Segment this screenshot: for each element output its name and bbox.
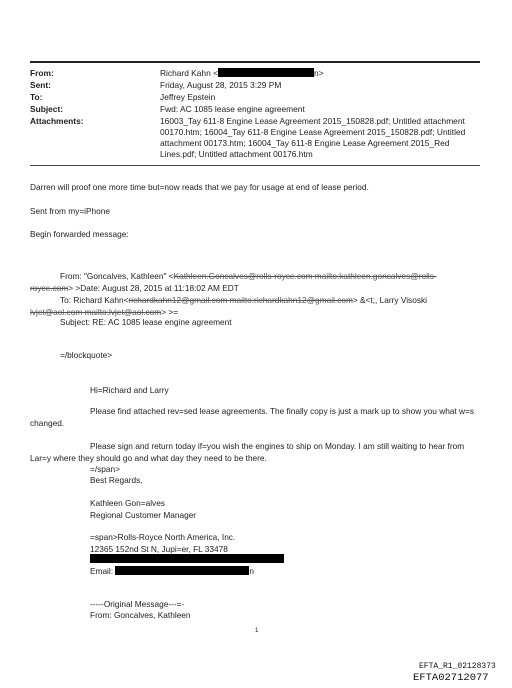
signature-name: Kathleen Gon=alves bbox=[90, 498, 165, 508]
fwd-line2-rest: > >Date: August 28, 2015 at 11:18:02 AM EDT bbox=[68, 283, 239, 293]
fwd-to-struck: richardkahn12@gmail.com mailto:richardkahn12@gmail.com bbox=[128, 295, 353, 305]
from-value bbox=[160, 68, 480, 79]
redaction-bar bbox=[115, 566, 249, 575]
fwd-date-line bbox=[30, 282, 239, 294]
signature-address: 12365 152nd St N, Jupi=er, FL 33478 bbox=[90, 544, 228, 554]
bates-number-large: EFTA02712077 bbox=[413, 672, 489, 684]
sent-label: Sent: bbox=[30, 80, 51, 90]
sent-value: Friday, August 28, 2015 3:29 PM bbox=[160, 80, 282, 90]
email-tail: n bbox=[249, 566, 254, 576]
from-tail: n> bbox=[313, 68, 324, 78]
fwd-from-line bbox=[60, 270, 437, 282]
subject-value: Fwd: AC 1085 lease engine agreement bbox=[160, 104, 305, 114]
original-message-from: From: Goncalves, Kathleen bbox=[90, 610, 191, 620]
redaction-bar bbox=[218, 68, 314, 77]
fwd-line4-struck: lvjet@aol.com mailto:lvjet@aol.com bbox=[30, 307, 162, 317]
signature-email-line bbox=[90, 565, 254, 577]
original-message-divider: -----Original Message---=- bbox=[90, 599, 185, 609]
regards: Best Regards, bbox=[90, 475, 143, 485]
attachments-label: Attachments: bbox=[30, 116, 84, 126]
para2-line-b: Lar=y where they should go and what day they need to be there. bbox=[30, 453, 267, 463]
fwd-subject-line: Subject: RE: AC 1085 lease engine agreement bbox=[60, 317, 232, 327]
para1-line-b: changed. bbox=[30, 418, 65, 428]
bates-number-small: EFTA_R1_02128373 bbox=[419, 662, 496, 671]
signature-company: =span>Rolls-Royce North America, Inc. bbox=[90, 532, 236, 542]
begin-forwarded: Begin forwarded message: bbox=[30, 229, 129, 239]
blockquote-marker: =/blockquote> bbox=[60, 350, 113, 360]
body-line-proof: Darren will proof one more time but=now reads that we pay for usage at end of lease period. bbox=[30, 182, 369, 192]
greeting: Hi=Richard and Larry bbox=[90, 385, 169, 395]
para2-line-a: Please sign and return today if=you wish the engines to ship on Monday. I am still waiting to hear from bbox=[90, 441, 465, 451]
fwd-line2-struck: royce.com bbox=[30, 283, 69, 293]
redaction-bar bbox=[90, 554, 284, 563]
span-close: =/span> bbox=[90, 464, 120, 474]
fwd-to-prefix: To: Richard Kahn< bbox=[60, 295, 129, 305]
sent-from-line: Sent from my=iPhone bbox=[30, 206, 111, 216]
subject-label: Subject: bbox=[30, 104, 64, 114]
fwd-line4-rest: > >= bbox=[161, 307, 179, 317]
attachments-value: 16003_Tay 611-8 Engine Lease Agreement 2015_150828.pdf; Untitled attachment 00170.htm; 16004_Tay 611-8 Engine Lease Agreement 2015_150828.pdf; Untitled attachment 00173.htm; 16004_Tay 611-8 Engine Lease Agreement 2015_Red Lines.pdf; Untitled attachment 00176.htm bbox=[160, 116, 466, 159]
fwd-to-line bbox=[60, 294, 427, 306]
fwd-from-prefix: From: "Goncalves, Kathleen" < bbox=[60, 271, 174, 281]
to-label: To: bbox=[30, 92, 43, 102]
from-label: From: bbox=[30, 68, 54, 78]
to-value: Jeffrey Epstein bbox=[160, 92, 216, 102]
email-label: Email: bbox=[90, 566, 114, 576]
signature-title: Regional Customer Manager bbox=[90, 510, 197, 520]
from-name: Richard Kahn < bbox=[160, 68, 218, 78]
header-top-rule bbox=[30, 61, 480, 63]
page-number: 1 bbox=[255, 628, 259, 634]
header-bottom-rule bbox=[30, 165, 480, 166]
fwd-from-struck: Kathleen.Goncalves@rolls-royce.com mailto:kathleen.goncalves@rolls- bbox=[173, 271, 437, 281]
para1-line-a: Please find attached rev=sed lease agreements. The finally copy is just a mark up to show you what w=s bbox=[90, 406, 475, 416]
fwd-to-rest: > &<t;, Larry Visoski bbox=[352, 295, 427, 305]
